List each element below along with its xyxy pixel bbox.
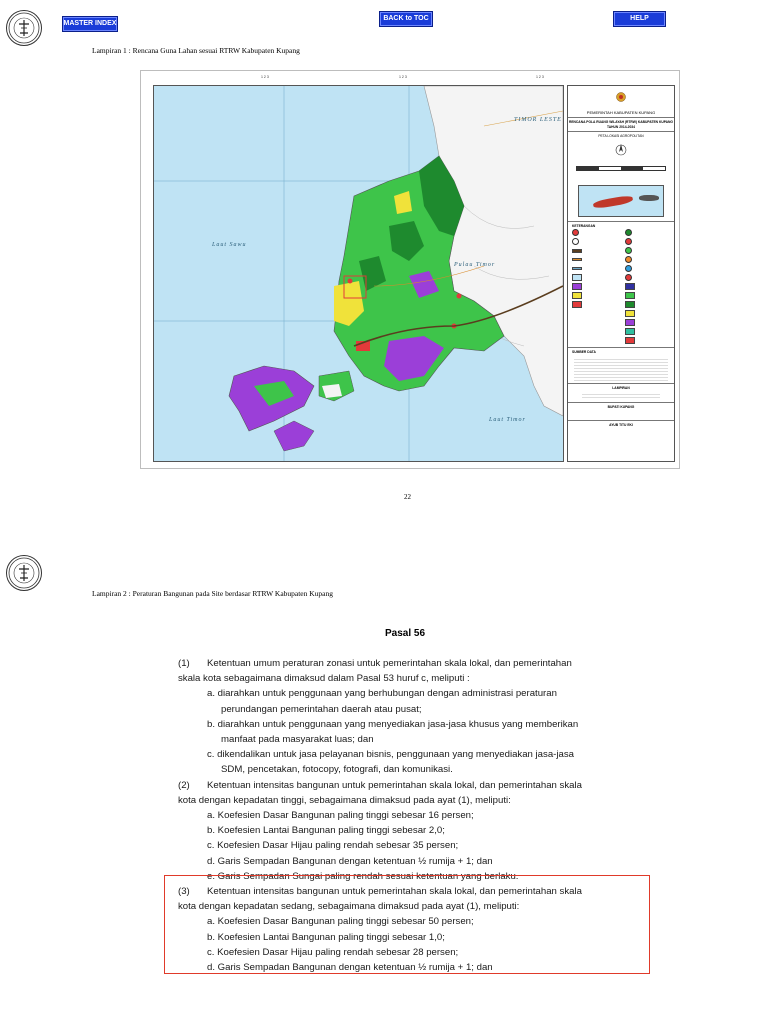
clause-number: (3) [178, 886, 190, 897]
legend-row [568, 228, 621, 237]
highlight-box [164, 875, 650, 974]
map-label-laut-sawu: Laut Sawu [212, 242, 247, 248]
legend-row [621, 309, 674, 318]
clause-line: kota dengan kepadatan sedang, sebagaimana dimaksud pada ayat (1), meliputi: [178, 901, 520, 913]
university-emblem-icon [7, 556, 41, 590]
legend-footer-lampiran: LAMPIRAN [612, 385, 630, 390]
help-button[interactable]: HELP [613, 11, 666, 27]
clause-line: d. Garis Sempadan Bangunan dengan ketentuan ½ rumija + 1; dan [207, 855, 493, 867]
clause-line: perundangan pemerintahan daerah atau pusat; [221, 703, 422, 715]
legend-row [621, 237, 674, 246]
clause-line: b. Koefesien Lantai Bangunan paling tinggi sebesar 2,0; [207, 825, 445, 837]
legend-row [621, 336, 674, 345]
north-arrow-icon [568, 143, 674, 162]
land-use-map-figure [140, 70, 680, 469]
clause-line: manfaat pada masyarakat luas; dan [221, 734, 374, 745]
legend-row [621, 273, 674, 282]
back-to-toc-button[interactable]: BACK to TOC [379, 11, 433, 27]
clause-line: d. Garis Sempadan Bangunan dengan ketentuan ½ rumija + 1; dan [207, 962, 493, 973]
clause-number: (1) [178, 658, 190, 669]
clause-line: Ketentuan intensitas bangunan untuk pemerintahan skala lokal, dan pemerintahan skala [207, 886, 582, 897]
university-logo-bottom [6, 555, 42, 591]
legend-row [568, 246, 621, 255]
inset-map [578, 185, 664, 217]
legend-row [621, 291, 674, 300]
legend-row [621, 327, 674, 336]
legend-row [568, 255, 621, 264]
university-logo-top [6, 10, 42, 46]
clause-line: c. dikendalikan untuk jasa pelayanan bisnis, penggunaan yang menyediakan jasa-jasa [207, 749, 574, 761]
clause-line: kota dengan kepadatan tinggi, sebagaimana dimaksud pada ayat (1), meliputi: [178, 794, 511, 806]
map-drawing [154, 86, 563, 461]
clause-line: a. Koefesien Dasar Bangunan paling tinggi sebesar 16 persen; [207, 810, 474, 821]
regency-emblem-icon [568, 89, 674, 107]
map-canvas [153, 85, 564, 462]
university-emblem-icon [7, 11, 41, 45]
clause-line: b. diarahkan untuk penggunaan yang menyediakan jasa-jasa khusus yang memberikan [207, 718, 579, 730]
clause-line: b. Koefesien Lantai Bangunan paling tinggi sebesar 1,0; [207, 931, 445, 943]
clause-line: e. Garis Sempadan Sungai paling rendah sesuai ketentuan yang berlaku. [207, 870, 519, 882]
legend-row [621, 264, 674, 273]
clause-line: skala kota sebagaimana dimaksud dalam Pasal 53 huruf c, meliputi : [178, 673, 470, 685]
clause-line: a. Koefesien Dasar Bangunan paling tinggi sebesar 50 persen; [207, 916, 474, 928]
map-label-pulau-timor: Pulau Timor [454, 262, 496, 268]
article-heading: Pasal 56 [385, 628, 426, 639]
grid-label: 1 2 3 [261, 75, 269, 79]
legend-section-sumber: SUMBER DATA [572, 350, 596, 354]
legend-row [621, 255, 674, 264]
page1-caption: Lampiran 1 : Rencana Guna Lahan sesuai RTRW Kabupaten Kupang [92, 46, 300, 55]
legend-footer-bupati: BUPATI KUPANG [607, 405, 635, 409]
map-label-timor-leste: TIMOR LESTE [514, 117, 562, 123]
legend-footer-signatory: AYUB TITU EKI [609, 422, 633, 427]
source-notes [574, 357, 668, 381]
clause-line: Ketentuan intensitas bangunan untuk pemerintahan skala lokal, dan pemerintahan skala [207, 779, 582, 791]
legend-header: PEMERINTAH KABUPATEN KUPANG [586, 110, 656, 115]
legend-title: RENCANA POLA RUANG WILAYAH (RTRW) KABUPATEN KUPANG TAHUN 2014-2034 [568, 120, 674, 129]
clause-line: c. Koefesien Dasar Hijau paling rendah sebesar 28 persen; [207, 946, 459, 958]
grid-label: 1 2 3 [536, 75, 544, 79]
page2-caption: Lampiran 2 : Peraturan Bangunan pada Site berdasar RTRW Kabupaten Kupang [92, 589, 334, 598]
clause-line: a. diarahkan untuk penggunaan yang berhubungan dengan administrasi peraturan [207, 688, 557, 700]
legend-row [568, 273, 621, 282]
legend-row [568, 237, 621, 246]
page-number: 22 [404, 493, 411, 501]
legend-subtitle: PETA LOKASI AGROPOLITAN [598, 134, 644, 138]
legend-row [621, 228, 674, 237]
master-index-button[interactable]: MASTER INDEX [62, 16, 118, 32]
clause-number: (2) [178, 779, 190, 791]
map-label-laut-timor: Laut Timor [489, 417, 526, 423]
grid-label: 1 2 3 [399, 75, 407, 79]
legend-row [621, 318, 674, 327]
map-legend [567, 85, 675, 462]
legend-row [621, 282, 674, 291]
clause-line: c. Koefesien Dasar Hijau paling rendah sebesar 35 persen; [207, 840, 459, 852]
legend-row [621, 300, 674, 309]
legend-row [621, 246, 674, 255]
clause-line: SDM, pencetakan, fotocopy, fotografi, dan komunikasi. [221, 764, 453, 776]
lampiran-notes [582, 392, 660, 400]
scale-bar [576, 166, 666, 171]
clause-line: Ketentuan umum peraturan zonasi untuk pemerintahan skala lokal, dan pemerintahan [207, 658, 572, 669]
legend-row [568, 282, 621, 291]
legend-row [568, 291, 621, 300]
legend-row [568, 264, 621, 273]
legend-row [568, 300, 621, 309]
legend-section-keterangan: KETERANGAN [572, 223, 596, 228]
